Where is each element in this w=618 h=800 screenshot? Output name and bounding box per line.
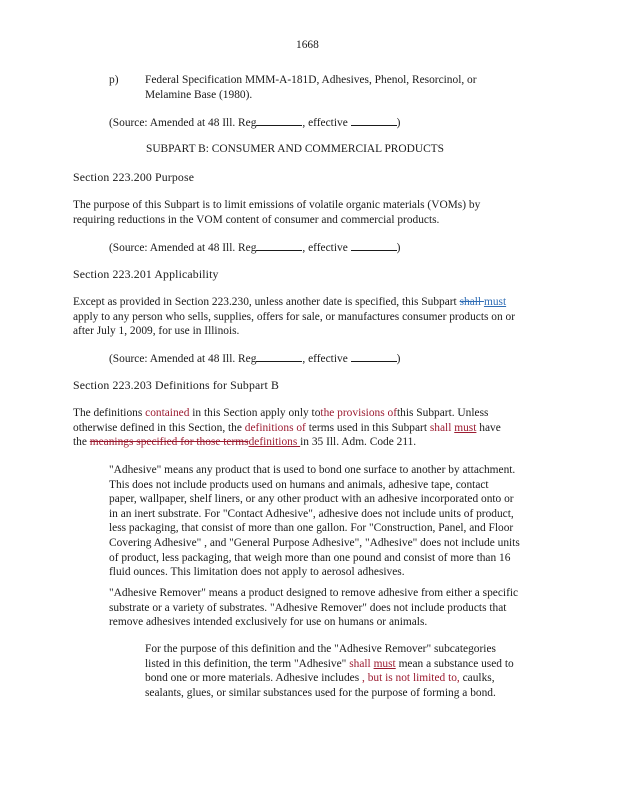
blank-line — [256, 240, 302, 251]
list-item-line: Melamine Base (1980). — [145, 88, 253, 101]
subpart-heading: SUBPART B: CONSUMER AND COMMERCIAL PRODUCTS — [146, 143, 444, 155]
list-label: p) — [109, 74, 119, 86]
body-text: have — [476, 421, 501, 434]
definition-line: remove adhesives intended exclusively for use on humans or animals. — [109, 616, 428, 629]
definition-line: less packaging, that consist of more than one gallon. For "Construction, Panel, and Floor — [109, 522, 514, 535]
source-note — [109, 351, 400, 367]
body-line: The purpose of this Subpart is to limit emissions of volatile organic materials (VOMs) by — [73, 199, 481, 211]
section-203-intro — [73, 406, 501, 450]
body-line — [73, 435, 501, 450]
definition-line: in an inert substrate. For "Contact Adhesive", adhesive does not include units of product, — [109, 507, 514, 520]
inserted-text: contained — [145, 407, 190, 419]
blank-line — [256, 351, 302, 362]
blank-line — [256, 115, 302, 126]
source-note — [109, 240, 400, 256]
definition-line: This does not include products used on humans and animals, adhesive tape, contact — [109, 478, 489, 491]
section-heading: Section 223.203 Definitions for Subpart B — [73, 378, 280, 392]
body-text: otherwise defined in this Section, the — [73, 421, 245, 434]
source-note-suffix: ) — [396, 353, 401, 365]
body-text: bond one or more materials. Adhesive includes — [145, 672, 362, 685]
inserted-text: must — [454, 421, 477, 434]
source-note-mid: , effective — [302, 353, 351, 365]
definition-line: of product, less packaging, that weigh more than one pound and consist of more than 16 — [109, 551, 511, 564]
body-text: The definitions — [73, 407, 146, 419]
definition-line: fluid ounces. This limitation does not apply to aerosol adhesives. — [109, 566, 405, 579]
definition-line: For the purpose of this definition and the "Adhesive Remover" subcategories — [145, 643, 496, 655]
body-line: apply to any person who sells, supplies, offers for sale, or manufactures consumer products on or — [73, 310, 516, 323]
deleted-text: shall — [459, 296, 484, 308]
list-item-line: Federal Specification MMM-A-181D, Adhesives, Phenol, Resorcinol, or — [145, 74, 477, 86]
definition-line — [145, 657, 514, 672]
blank-line — [351, 351, 397, 362]
section-200-body — [73, 198, 480, 227]
deleted-text: meanings specified for those terms — [89, 436, 249, 449]
source-note-mid: , effective — [302, 117, 351, 129]
definition-line: substrate or a variety of substrates. "Adhesive Remover" does not include products that — [109, 601, 507, 614]
inserted-text: must — [483, 296, 507, 308]
body-text: in 35 Ill. Adm. Code 211. — [300, 436, 417, 449]
inserted-text: definitions of — [244, 421, 306, 434]
section-heading: Section 223.201 Applicability — [73, 267, 219, 281]
source-note-prefix: (Source: Amended at 48 Ill. Reg — [109, 353, 257, 365]
definition-adhesive — [109, 463, 520, 580]
source-note-mid: , effective — [302, 242, 351, 254]
body-text: the — [73, 436, 90, 449]
body-text: in this Section apply only to — [189, 407, 321, 419]
source-note-suffix: ) — [396, 242, 401, 254]
body-line — [73, 421, 501, 436]
source-note-prefix: (Source: Amended at 48 Ill. Reg — [109, 117, 257, 129]
source-note-suffix: ) — [396, 117, 401, 129]
body-text: terms used in this Subpart — [305, 421, 430, 434]
definition-adhesive-remover — [109, 586, 518, 630]
inserted-text: , but is not limited to, — [362, 672, 460, 685]
definition-line: sealants, glues, or similar substances used for the purpose of forming a bond. — [145, 686, 496, 699]
inserted-text: shall — [349, 657, 371, 670]
source-note — [109, 115, 400, 131]
source-note-prefix: (Source: Amended at 48 Ill. Reg — [109, 242, 257, 254]
page-number: 1668 — [296, 39, 319, 51]
definition-line: Covering Adhesive" , and "General Purpose Adhesive", "Adhesive" does not include units — [109, 536, 520, 549]
body-line: after July 1, 2009, for use in Illinois. — [73, 325, 240, 338]
blank-line — [351, 115, 397, 126]
body-text: mean a substance used to — [395, 657, 514, 670]
subdefinition-adhesive — [145, 642, 514, 700]
definition-line: paper, wallpaper, shelf liners, or any other product with an adhesive incorporated onto or — [109, 493, 514, 506]
body-line — [73, 295, 515, 310]
definition-line: "Adhesive Remover" means a product designed to remove adhesive from either a specific — [109, 587, 519, 599]
body-text: Except as provided in Section 223.230, unless another date is specified, this Subpart — [73, 296, 460, 308]
inserted-text: must — [373, 657, 396, 670]
body-text: this Subpart. Unless — [397, 407, 489, 419]
body-text: listed in this definition, the term "Adhesive" — [145, 657, 350, 670]
definition-line — [145, 671, 514, 686]
inserted-text: definitions — [248, 436, 301, 449]
inserted-text: the provisions of — [320, 407, 397, 419]
inserted-text: shall — [429, 421, 452, 434]
definition-line: "Adhesive" means any product that is used to bond one surface to another by attachment. — [109, 464, 516, 476]
body-line: requiring reductions in the VOM content of consumer and commercial products. — [73, 213, 440, 226]
section-heading: Section 223.200 Purpose — [73, 170, 195, 184]
body-text: caulks, — [459, 672, 495, 685]
body-line — [73, 406, 501, 421]
list-item-p — [145, 73, 477, 102]
section-201-body — [73, 295, 515, 339]
blank-line — [351, 240, 397, 251]
